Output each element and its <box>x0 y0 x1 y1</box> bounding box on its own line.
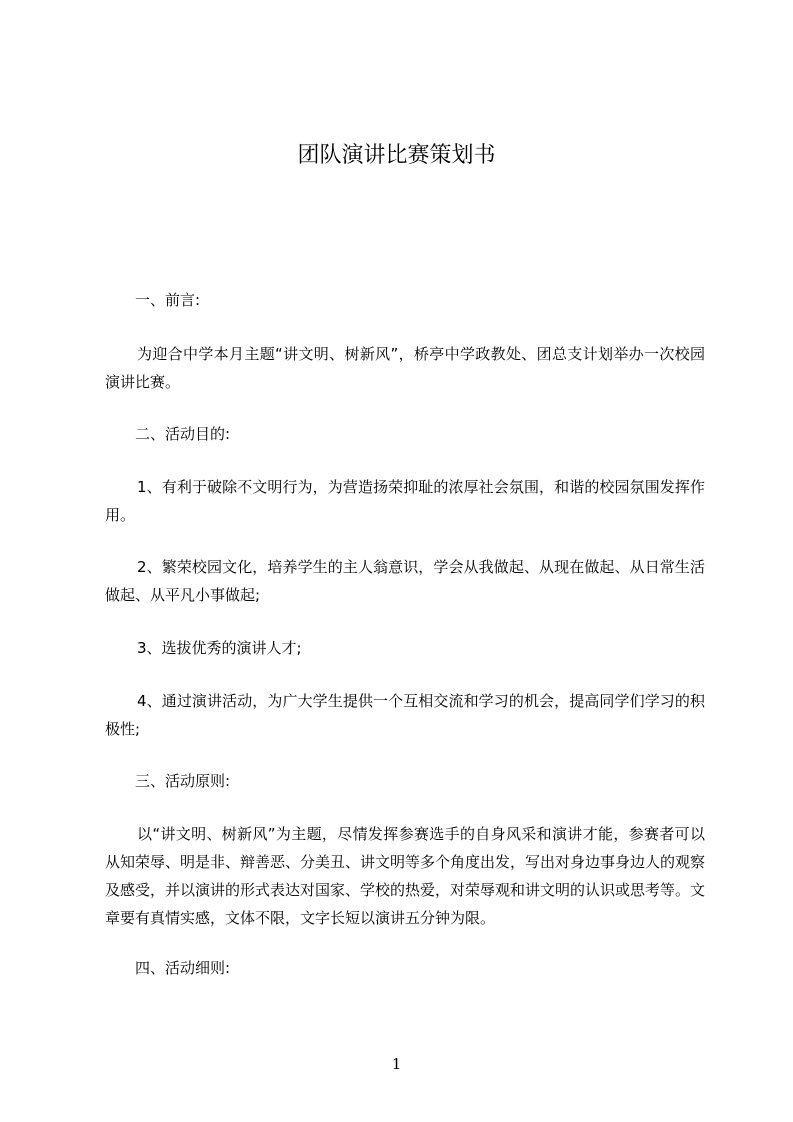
paragraph-purpose-1: 1、有利于破除不文明行为，为营造扬荣抑耻的浓厚社会氛围，和谐的校园氛围发挥作用。 <box>105 478 705 524</box>
section-heading-preface: 一、前言: <box>135 291 201 309</box>
paragraph-purpose-3: 3、选拔优秀的演讲人才; <box>137 639 302 657</box>
paragraph-principles: 以“讲文明、树新风”为主题，尽情发挥参赛选手的自身风采和演讲才能，参赛者可以从知荣辱、明是非、辩善恶、分美丑、讲文明等多个角度出发，写出对身边事身边人的观察及感受，并以演讲的形式表达对国家、学校的热爱，对荣辱观和讲文明的认识或思考等。文章要有真情实感，文体不限，文字长短以演讲五分钟为限。 <box>105 825 706 927</box>
paragraph-preface: 为迎合中学本月主题“讲文明、树新风”，桥亭中学政教处、团总支计划举办一次校园演讲比赛。 <box>105 345 705 391</box>
section-heading-purpose: 二、活动目的: <box>135 425 231 443</box>
paragraph-purpose-4: 4、通过演讲活动，为广大学生提供一个互相交流和学习的机会，提高同学们学习的积极性; <box>105 692 705 738</box>
page-number: 1 <box>391 1055 402 1073</box>
section-heading-principles: 三、活动原则: <box>135 772 231 790</box>
section-heading-details: 四、活动细则: <box>135 959 231 977</box>
document-title: 团队演讲比赛策划书 <box>297 143 496 168</box>
paragraph-purpose-2: 2、繁荣校园文化，培养学生的主人翁意识，学会从我做起、从现在做起、从日常生活做起、从平凡小事做起; <box>105 558 705 604</box>
